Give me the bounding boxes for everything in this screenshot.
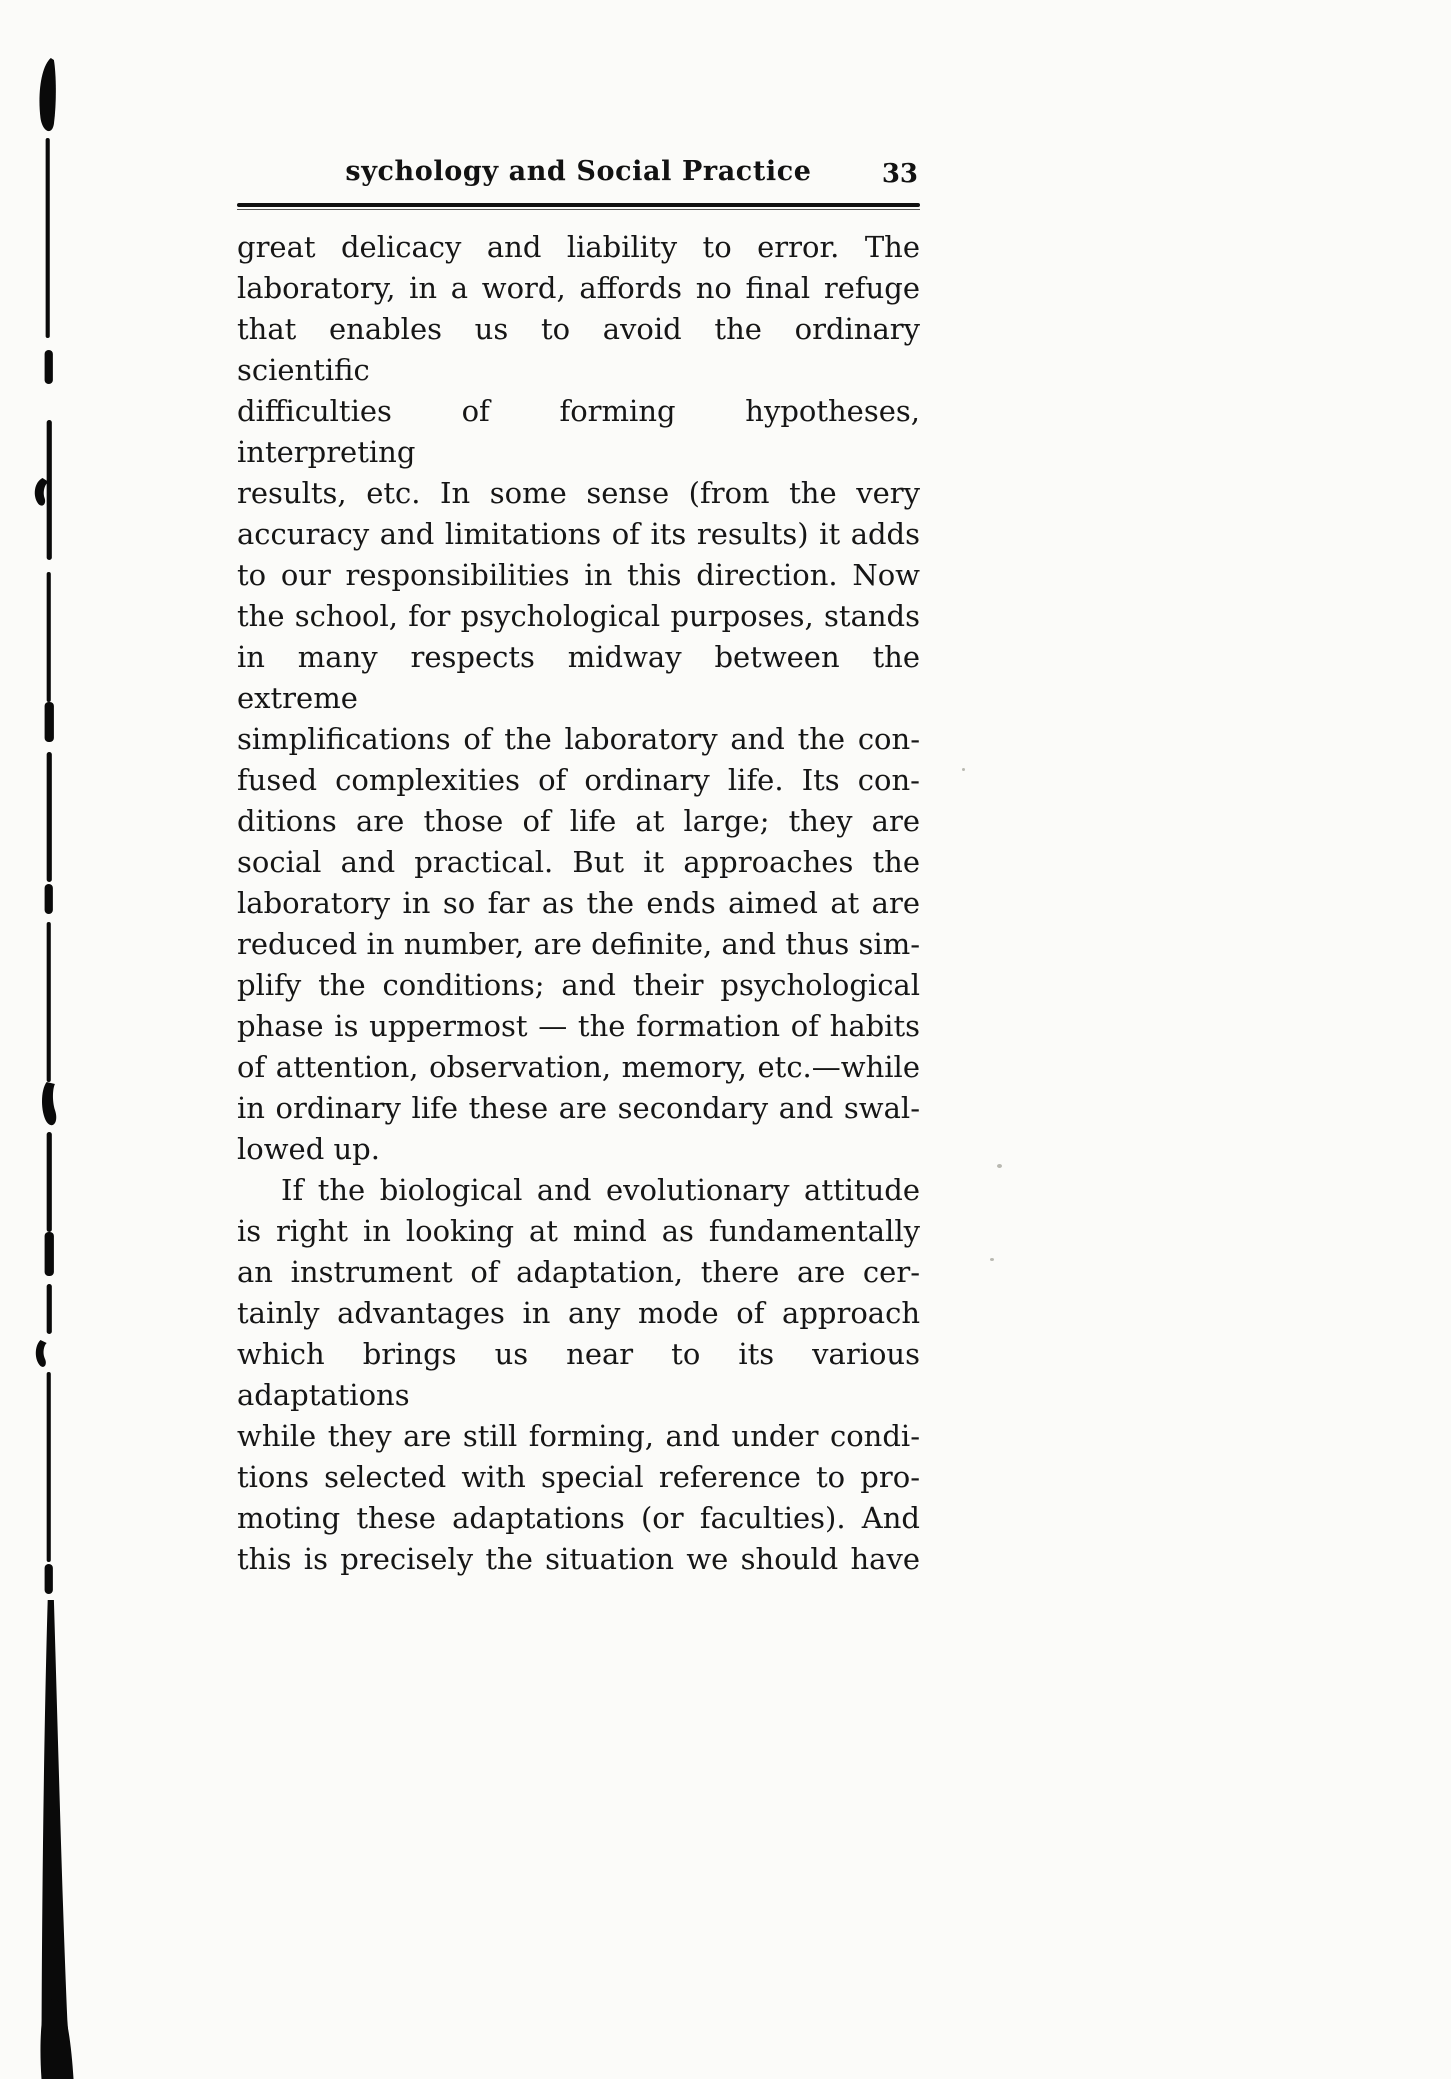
text-line: moting these adaptations (or faculties). And xyxy=(237,1501,920,1535)
text-line: fused complexities of ordinary life. Its con- xyxy=(237,763,920,797)
scan-speck xyxy=(990,1258,994,1261)
text-line: this is precisely the situation we should have xyxy=(237,1542,920,1576)
text-line: social and practical. But it approaches the xyxy=(237,845,920,879)
text-line: an instrument of adaptation, there are cer- xyxy=(237,1255,920,1289)
page-body xyxy=(237,227,920,1580)
text-line: results, etc. In some sense (from the very xyxy=(237,476,920,510)
text-line: great delicacy and liability to error. The xyxy=(237,230,920,264)
text-line: difficulties of forming hypotheses, interpreting xyxy=(237,394,920,469)
text-line: while they are still forming, and under condi- xyxy=(237,1419,920,1453)
text-line: the school, for psychological purposes, stands xyxy=(237,599,920,633)
text-line: ditions are those of life at large; they are xyxy=(237,804,920,838)
text-line: laboratory, in a word, affords no final refuge xyxy=(237,271,920,305)
text-line: reduced in number, are definite, and thus sim- xyxy=(237,927,920,961)
text-line: is right in looking at mind as fundamentally xyxy=(237,1214,920,1248)
text-line: that enables us to avoid the ordinary scientific xyxy=(237,312,920,387)
page-number: 33 xyxy=(881,159,918,189)
running-header-title: sychology and Social Practice xyxy=(345,156,812,187)
text-block xyxy=(237,0,920,1580)
text-line: in ordinary life these are secondary and swal- xyxy=(237,1091,920,1125)
text-line: plify the conditions; and their psychological xyxy=(237,968,920,1002)
text-line: in many respects midway between the extreme xyxy=(237,640,920,715)
text-line: phase is uppermost — the formation of habits xyxy=(237,1009,920,1043)
text-line: laboratory in so far as the ends aimed at are xyxy=(237,886,920,920)
header-rule xyxy=(237,203,920,210)
text-line: which brings us near to its various adaptations xyxy=(237,1337,920,1412)
text-line: lowed up. xyxy=(237,1132,380,1166)
text-line: tainly advantages in any mode of approach xyxy=(237,1296,920,1330)
text-line: simplifications of the laboratory and the con- xyxy=(237,722,920,756)
running-header xyxy=(237,156,920,194)
text-line: to our responsibilities in this direction. Now xyxy=(237,558,920,592)
text-line: tions selected with special reference to pro- xyxy=(237,1460,920,1494)
header-rule-heavy xyxy=(237,203,920,207)
text-line: accuracy and limitations of its results) it adds xyxy=(237,517,920,551)
scan-speck xyxy=(962,768,965,771)
header-rule-light xyxy=(237,209,920,210)
binding-mark xyxy=(26,0,88,2079)
scan-speck xyxy=(997,1164,1002,1168)
text-line: of attention, observation, memory, etc.—while xyxy=(237,1050,920,1084)
text-line: If the biological and evolutionary attitude xyxy=(281,1173,920,1207)
